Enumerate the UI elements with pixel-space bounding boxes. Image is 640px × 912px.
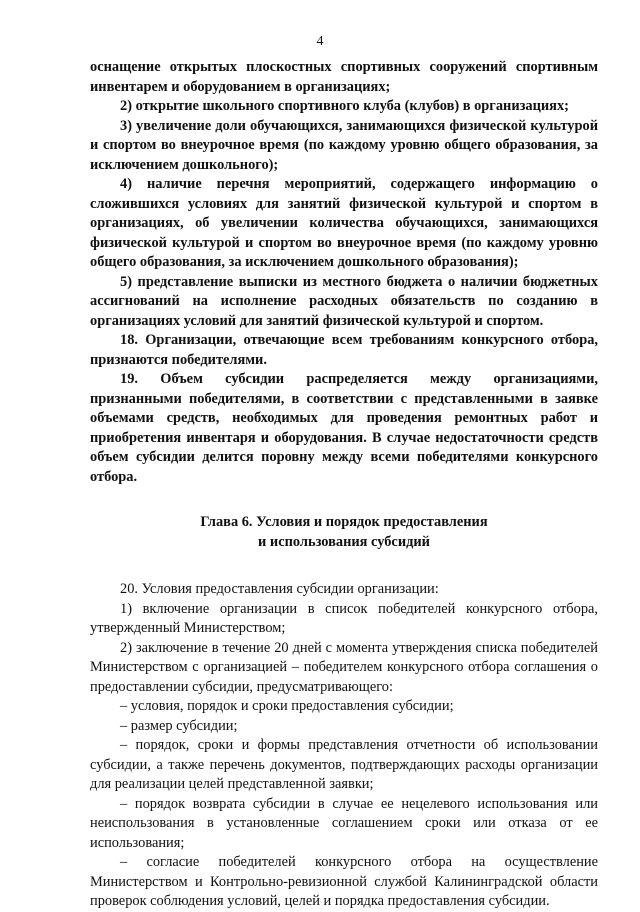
list-item-terms: – условия, порядок и сроки предоставления субсидии;	[120, 698, 454, 714]
chapter-heading-line-1: Глава 6. Условия и порядок предоставления	[200, 514, 488, 530]
paragraph-condition-2-agreement: 2) заключение в течение 20 дней с момента утверждения списка победителей Министерством с организацией – победителем конкурсного отбора соглашения о предоставлении субсидии, предусматривающего:	[90, 639, 598, 695]
paragraph-item-5-budget-extract: 5) представление выписки из местного бюджета о наличии бюджетных ассигнований на исполнение расходных обязательств по созданию в организациях условий для занятий физической культурой и спортом.	[90, 273, 598, 329]
paragraph-equipment-continuation: оснащение открытых плоскостных спортивных сооружений спортивным инвентарем и оборудованием в организациях;	[90, 59, 598, 95]
paragraph-19-subsidy-volume: 19. Объем субсидии распределяется между организациями, признанными победителями, в соответствии с представленными в заявке объемами средств, необходимых для проведения ремонтных работ и приобретения инвентаря и оборудования. В случае недостаточности средств объем субсидии делится поровну между всеми победителями конкурсного отбора.	[90, 371, 598, 485]
paragraph-20-conditions: 20. Условия предоставления субсидии организации:	[120, 581, 439, 597]
list-item-audit-consent: – согласие победителей конкурсного отбора на осуществление Министерством и Контрольно-ревизионной службой Калининградской области проверок соблюдения условий, целей и порядка предоставления субсидии.	[90, 854, 598, 909]
paragraph-item-2-sports-club: 2) открытие школьного спортивного клуба (клубов) в организациях;	[120, 98, 569, 114]
chapter-heading-line-2: и использования субсидий	[258, 533, 430, 550]
paragraph-item-3-share-students: 3) увеличение доли обучающихся, занимающихся физической культурой и спортом во внеурочное время (по каждому уровню общего образования, за исключением дошкольного);	[90, 117, 598, 173]
paragraph-condition-1-inclusion: 1) включение организации в список победителей конкурсного отбора, утвержденный Министерством;	[90, 600, 598, 636]
document-body	[90, 58, 598, 912]
list-item-amount: – размер субсидии;	[120, 717, 238, 734]
chapter-6-heading	[90, 513, 598, 552]
paragraph-item-4-events-list: 4) наличие перечня мероприятий, содержащего информацию о сложившихся условиях для занятий физической культурой и спортом в организациях, об увеличении количества обучающихся, занимающихся физической культурой и спортом во внеурочное время (по каждому уровню общего образования, за исключением дошкольного образования);	[90, 176, 598, 270]
page-number: 4	[316, 34, 324, 49]
paragraph-18-winners: 18. Организации, отвечающие всем требованиям конкурсного отбора, признаются победителями.	[90, 332, 598, 368]
list-item-reporting: – порядок, сроки и формы представления отчетности об использовании субсидии, а также перечень документов, подтверждающих расходы организации для реализации целей представленной заявки;	[90, 737, 598, 792]
list-item-refund: – порядок возврата субсидии в случае ее нецелевого использования или неиспользования в установленные соглашением сроки или отказа от ее использования;	[90, 795, 598, 851]
